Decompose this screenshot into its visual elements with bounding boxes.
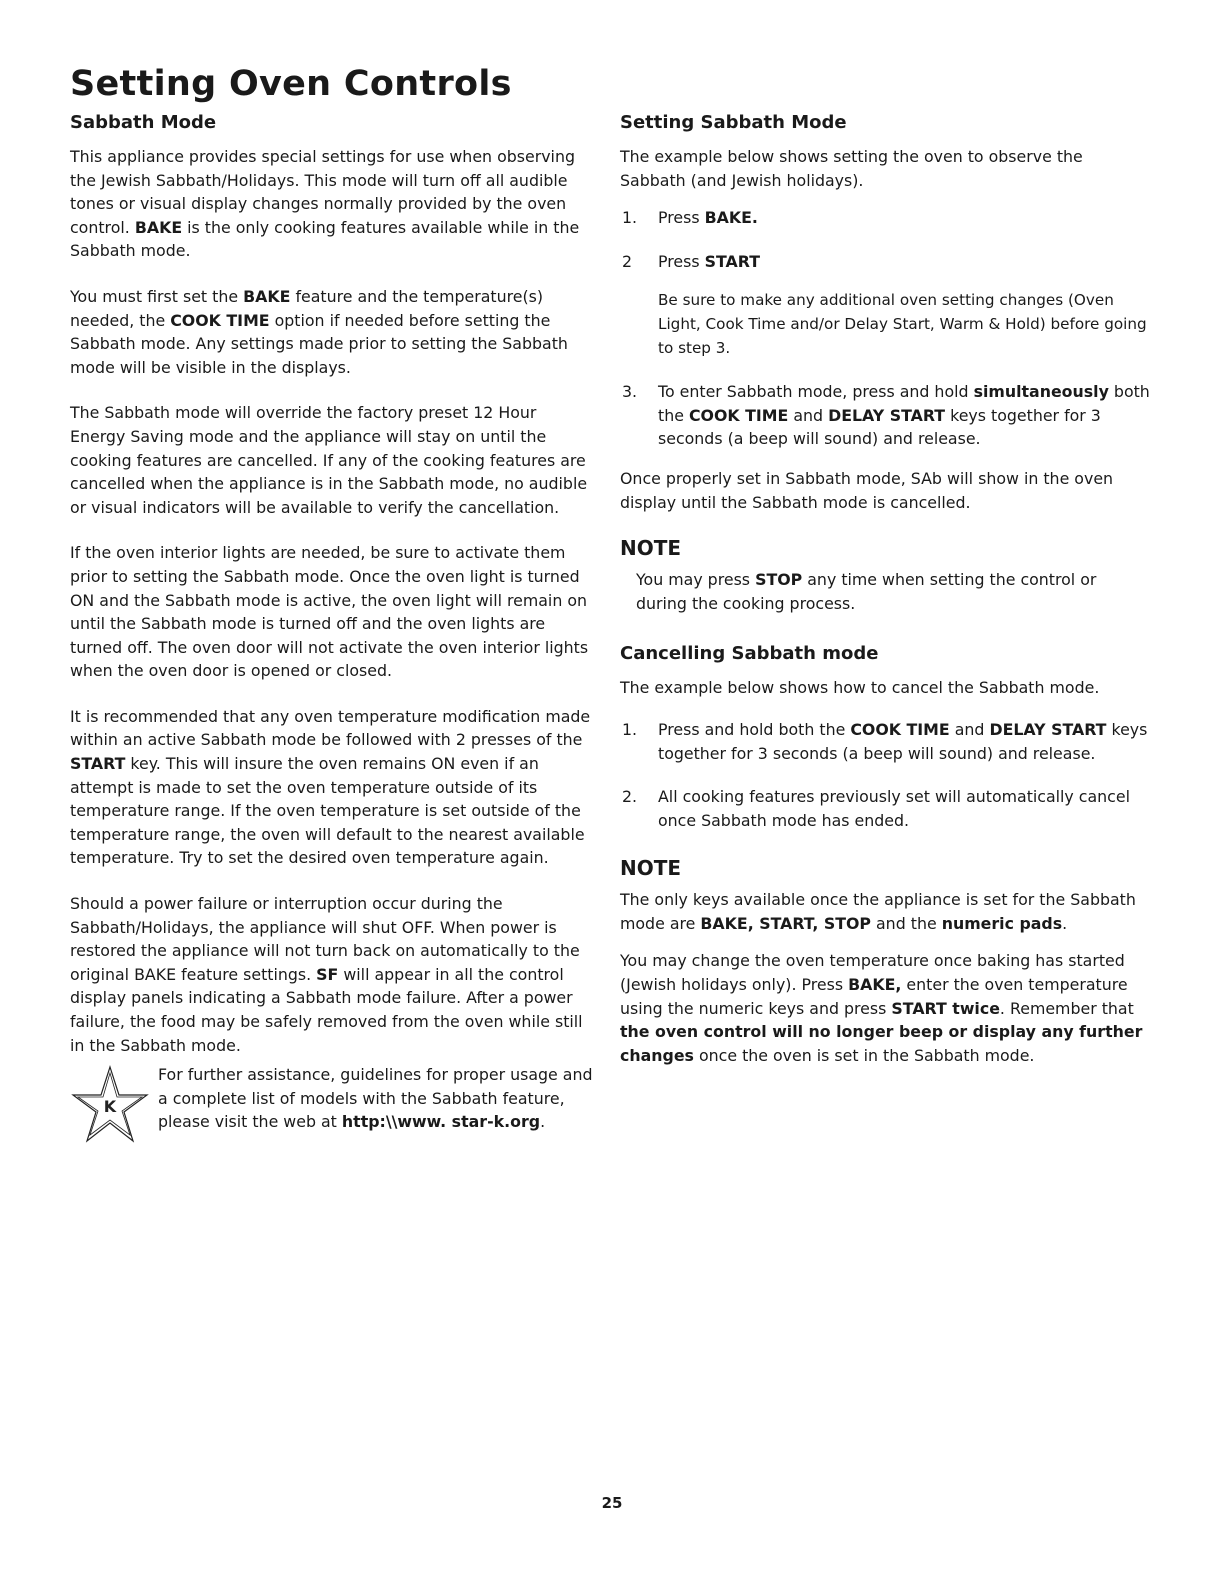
emphasis: DELAY START <box>828 405 946 425</box>
step-text: All cooking features previously set will automatically cancel once Sabbath mode has ended. <box>658 787 1130 830</box>
emphasis: START <box>704 251 760 271</box>
step-text: Press BAKE. <box>658 208 758 228</box>
note-heading: NOTE <box>620 536 682 561</box>
paragraph: Once properly set in Sabbath mode, SAb will show in the oven display until the Sabbath mode is cancelled. <box>620 468 1114 512</box>
emphasis: BAKE. <box>704 208 758 228</box>
emphasis: BAKE, START, STOP <box>700 913 871 933</box>
note-text: You may press STOP any time when setting the control or during the cooking process. <box>636 570 1097 613</box>
emphasis: START <box>70 754 126 774</box>
emphasis: numeric pads <box>941 913 1063 933</box>
setting-step-3 <box>620 380 1150 451</box>
emphasis: BAKE <box>243 286 291 306</box>
paragraph: The Sabbath mode will override the factory preset 12 Hour Energy Saving mode and the appliance will stay on until the cooking features are cancelled. If any of the cooking features are cancelled when the appliance is in the Sabbath mode, no audible or visual indicators will be available to verify the cancellation. <box>70 403 588 517</box>
step-text: Press START <box>658 251 760 271</box>
step-text: To enter Sabbath mode, press and hold simultaneously both the COOK TIME and DELAY START keys together for 3 seconds (a beep will sound) and release. <box>658 382 1150 449</box>
section-heading-setting-sabbath: Setting Sabbath Mode <box>620 112 847 133</box>
page-title: Setting Oven Controls <box>70 64 512 104</box>
note-heading: NOTE <box>620 856 682 881</box>
note-text: The only keys available once the appliance is set for the Sabbath mode are BAKE, START, STOP and the numeric pads. <box>620 890 1136 933</box>
left-column <box>70 112 595 1147</box>
emphasis: SF <box>316 964 339 984</box>
cancelling-steps-list <box>620 718 1150 832</box>
step-text: Press and hold both the COOK TIME and DELAY START keys together for 3 seconds (a beep will sound) and release. <box>658 719 1148 763</box>
list-item <box>620 785 1150 832</box>
paragraph: If the oven interior lights are needed, be sure to activate them prior to setting the Sabbath mode. Once the oven light is turned ON and the Sabbath mode is active, the oven light will remain on until the Sabbath mode is turned off and the oven lights are turned off. The oven door will not activate the oven interior lights when the oven door is opened or closed. <box>70 543 589 681</box>
emphasis: BAKE, <box>848 975 902 995</box>
emphasis: COOK TIME <box>850 719 950 739</box>
page-number: 25 <box>601 1494 623 1512</box>
section-heading-cancelling-sabbath: Cancelling Sabbath mode <box>620 643 879 665</box>
emphasis: START twice <box>891 998 1000 1018</box>
emphasis: DELAY START <box>989 719 1107 739</box>
step-2-note: Be sure to make any additional oven setting changes (Oven Light, Cook Time and/or Delay Start, Warm & Hold) before going to step 3. <box>658 291 1147 357</box>
list-item <box>620 380 1150 451</box>
paragraph: Should a power failure or interruption occur during the Sabbath/Holidays, the appliance will shut OFF. When power is restored the appliance will not turn back on automatically to the original BAKE feature settings. SF will appear in all the control display panels indicating a Sabbath mode failure. After a power failure, the food may be safely removed from the oven while still in the Sabbath mode. <box>70 894 583 1055</box>
step-number: 3. <box>622 382 638 402</box>
star-k-icon <box>70 1063 150 1147</box>
emphasis: BAKE <box>134 217 183 237</box>
setting-steps-list <box>620 206 1150 273</box>
paragraph: It is recommended that any oven temperature modification made within an active Sabbath mode be followed with 2 presses of the START key. This will insure the oven remains ON even if an attempt is made to set the oven temperature outside of its temperature range. If the oven temperature is set outside of the temperature range, the oven will default to the nearest available temperature. Try to set the desired oven temperature again. <box>70 706 591 868</box>
emphasis: COOK TIME <box>170 310 270 330</box>
right-column <box>620 112 1150 1081</box>
paragraph: This appliance provides special settings for use when observing the Jewish Sabbath/Holidays. This mode will turn off all audible tones or visual display changes normally provided by the oven control. BAKE is the only cooking features available while in the Sabbath mode. <box>70 147 580 261</box>
emphasis: COOK TIME <box>688 405 789 425</box>
emphasis: the oven control will no longer beep or display any further changes <box>620 1022 1143 1065</box>
step-number: 2. <box>622 787 638 807</box>
star-k-text: For further assistance, guidelines for proper usage and a complete list of models with the Sabbath feature, please visit the web at http:\\www. star-k.org. <box>158 1065 593 1132</box>
step-number: 1. <box>622 719 638 739</box>
section-heading-sabbath-mode: Sabbath Mode <box>70 112 217 133</box>
paragraph: The example below shows setting the oven to observe the Sabbath (and Jewish holidays). <box>620 147 1083 190</box>
step-number: 2 <box>622 251 633 271</box>
emphasis: simultaneously <box>973 382 1109 402</box>
step-number: 1. <box>622 208 638 228</box>
list-item <box>620 718 1150 765</box>
star-k-letter: K <box>103 1097 117 1117</box>
star-k-note <box>70 1063 595 1147</box>
note-text: You may change the oven temperature once baking has started (Jewish holidays only). Press BAKE, enter the oven temperature using the numeric keys and press START twice. Remember that the oven control will no longer beep or display any further changes once the oven is set in the Sabbath mode. <box>620 951 1143 1065</box>
list-item <box>620 206 1150 230</box>
paragraph: The example below shows how to cancel the Sabbath mode. <box>620 678 1100 698</box>
emphasis: STOP <box>755 570 803 590</box>
paragraph: You must first set the BAKE feature and the temperature(s) needed, the COOK TIME option if needed before setting the Sabbath mode. Any settings made prior to setting the Sabbath mode will be visible in the displays. <box>70 286 568 377</box>
list-item <box>620 250 1150 274</box>
emphasis: http:\\www. star-k.org <box>341 1112 541 1132</box>
